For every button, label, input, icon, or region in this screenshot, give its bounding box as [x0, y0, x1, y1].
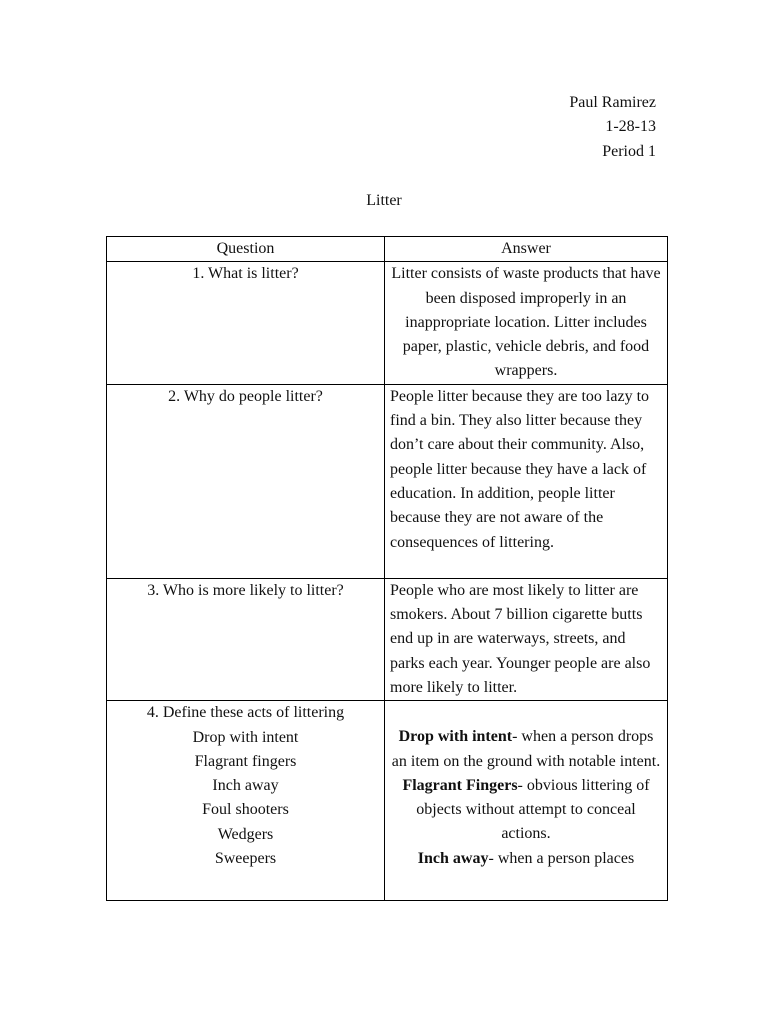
document-date: 1-28-13	[605, 118, 656, 136]
class-period: Period 1	[602, 142, 656, 160]
answer-cell: Litter consists of waste products that have been disposed improperly in an inappropriate location. Litter includes paper, plastic, vehicle debris, and food wrappers.	[385, 262, 668, 384]
answer-cell	[385, 701, 668, 901]
document-header	[569, 91, 656, 164]
question-cell: 1. What is litter?	[107, 262, 385, 384]
table-header-row	[107, 237, 668, 262]
definition-term: Drop with intent	[398, 728, 513, 746]
littering-act-item: Wedgers	[217, 825, 274, 843]
definition-text: - obvious littering of objects without attempt to conceal actions.	[416, 776, 650, 843]
answer-column-header: Answer	[385, 237, 668, 262]
question-text: 4. Define these acts of littering	[146, 704, 345, 722]
definition	[390, 847, 662, 871]
definition-text: - when a person places	[488, 849, 635, 867]
qa-table	[106, 236, 668, 901]
littering-act-item: Foul shooters	[202, 801, 289, 819]
question-cell	[107, 701, 385, 901]
answer-cell: People litter because they are too lazy to find a bin. They also litter because they don’t care about their community. Also, people litter because they have a lack of education. In addition, people litter because they are not aware of the consequences of littering.	[385, 384, 668, 578]
answer-cell: People who are most likely to litter are smokers. About 7 billion cigarette butts end up in are waterways, streets, and parks each year. Younger people are also more likely to litter.	[385, 578, 668, 700]
definitions-list	[390, 701, 662, 871]
table-row	[107, 578, 668, 700]
definition-term: Flagrant Fingers	[402, 776, 518, 794]
table-row	[107, 701, 668, 901]
littering-act-item: Sweepers	[214, 850, 277, 868]
table-row	[107, 262, 668, 384]
question-cell: 3. Who is more likely to litter?	[107, 578, 385, 700]
definition	[390, 725, 662, 774]
definition-text: - when a person drops an item on the ground with notable intent.	[391, 728, 661, 770]
littering-act-item: Inch away	[212, 777, 279, 795]
question-cell: 2. Why do people litter?	[107, 384, 385, 578]
document-title: Litter	[366, 192, 402, 209]
question-column-header: Question	[107, 237, 385, 262]
definition	[390, 774, 662, 847]
littering-act-item: Flagrant fingers	[194, 752, 297, 770]
definition-term: Inch away	[417, 849, 489, 867]
table-row	[107, 384, 668, 578]
littering-act-item: Drop with intent	[192, 728, 299, 746]
author-name: Paul Ramirez	[569, 94, 656, 111]
